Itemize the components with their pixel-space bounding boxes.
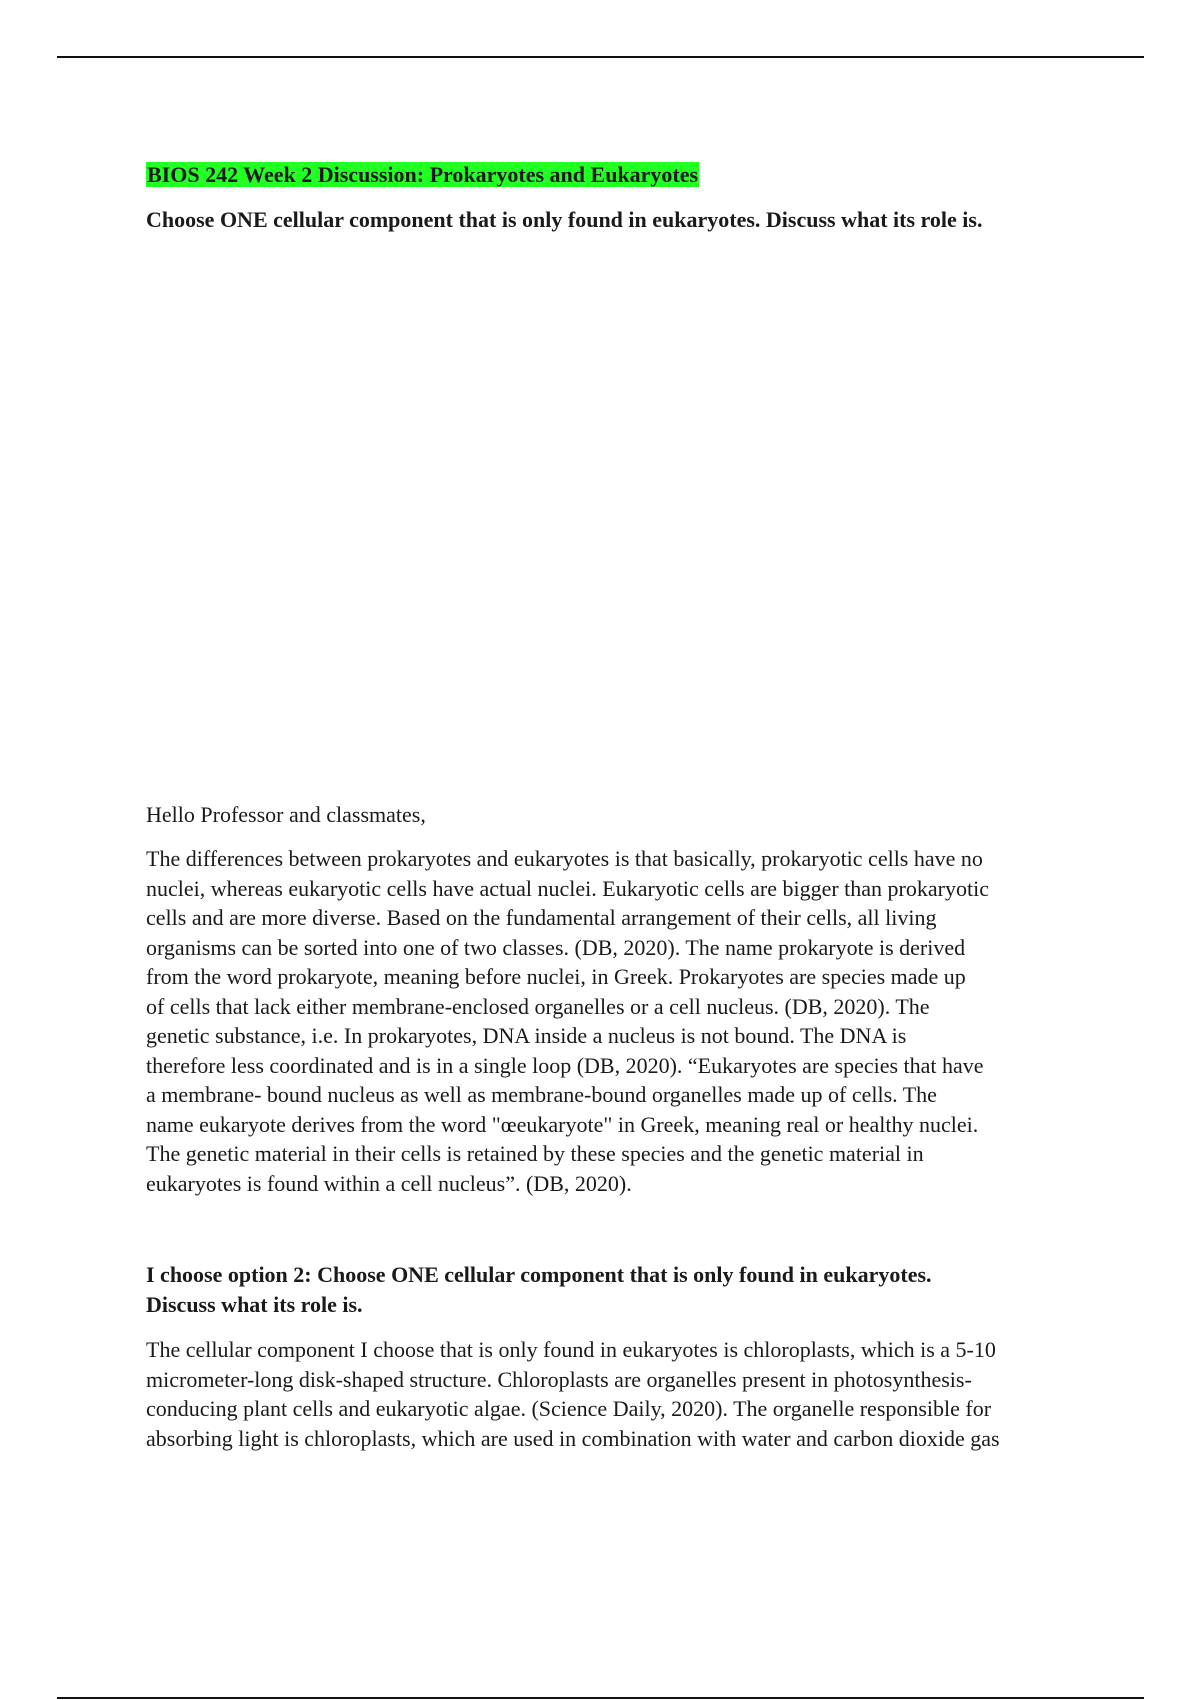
text-line: absorbing light is chloroplasts, which are used in combination with water and carbon dioxide gas [146, 1425, 1000, 1451]
text-line: Discuss what its role is. [146, 1292, 363, 1317]
text-line: cells and are more diverse. Based on the fundamental arrangement of their cells, all living [146, 905, 937, 930]
text-line: eukaryotes is found within a cell nucleus”. (DB, 2020). [146, 1170, 632, 1196]
text-line: conducing plant cells and eukaryotic algae. (Science Daily, 2020). The organelle responsible for [146, 1396, 992, 1421]
text-line: The cellular component I choose that is only found in eukaryotes is chloroplasts, which is a 5-10 [146, 1337, 996, 1362]
option-heading [146, 1260, 1086, 1320]
header-rule [57, 56, 1144, 58]
discussion-prompt: Choose ONE cellular component that is only found in eukaryotes. Discuss what its role is. [146, 207, 983, 232]
text-line: micrometer-long disk-shaped structure. Chloroplasts are organelles present in photosynthesis- [146, 1366, 972, 1392]
text-line: I choose option 2: Choose ONE cellular component that is only found in eukaryotes. [146, 1262, 932, 1287]
text-line: nuclei, whereas eukaryotic cells have actual nuclei. Eukaryotic cells are bigger than prokaryotic [146, 875, 989, 901]
text-line: The differences between prokaryotes and eukaryotes is that basically, prokaryotic cells have no [146, 846, 983, 871]
title-highlight: BIOS 242 Week 2 Discussion: Prokaryotes and Eukaryotes [147, 162, 699, 187]
text-line: The genetic material in their cells is retained by these species and the genetic material in [146, 1141, 924, 1166]
text-line: genetic substance, i.e. In prokaryotes, DNA inside a nucleus is not bound. The DNA is [146, 1023, 907, 1048]
text-line: a membrane- bound nucleus as well as membrane-bound organelles made up of cells. The [146, 1082, 937, 1107]
document-title [146, 160, 699, 190]
paragraph-prokaryotes-eukaryotes [146, 844, 1086, 1198]
text-line: name eukaryote derives from the word "œeukaryote" in Greek, meaning real or healthy nuclei. [146, 1111, 979, 1137]
text-line: of cells that lack either membrane-enclosed organelles or a cell nucleus. (DB, 2020). The [146, 993, 930, 1019]
footer-rule [57, 1697, 1144, 1699]
text-line: from the word prokaryote, meaning before nuclei, in Greek. Prokaryotes are species made up [146, 964, 966, 989]
text-line: organisms can be sorted into one of two classes. (DB, 2020). The name prokaryote is derived [146, 934, 966, 960]
greeting: Hello Professor and classmates, [146, 802, 426, 827]
text-line: therefore less coordinated and is in a single loop (DB, 2020). “Eukaryotes are species that have [146, 1052, 984, 1078]
paragraph-chloroplasts [146, 1335, 1096, 1453]
